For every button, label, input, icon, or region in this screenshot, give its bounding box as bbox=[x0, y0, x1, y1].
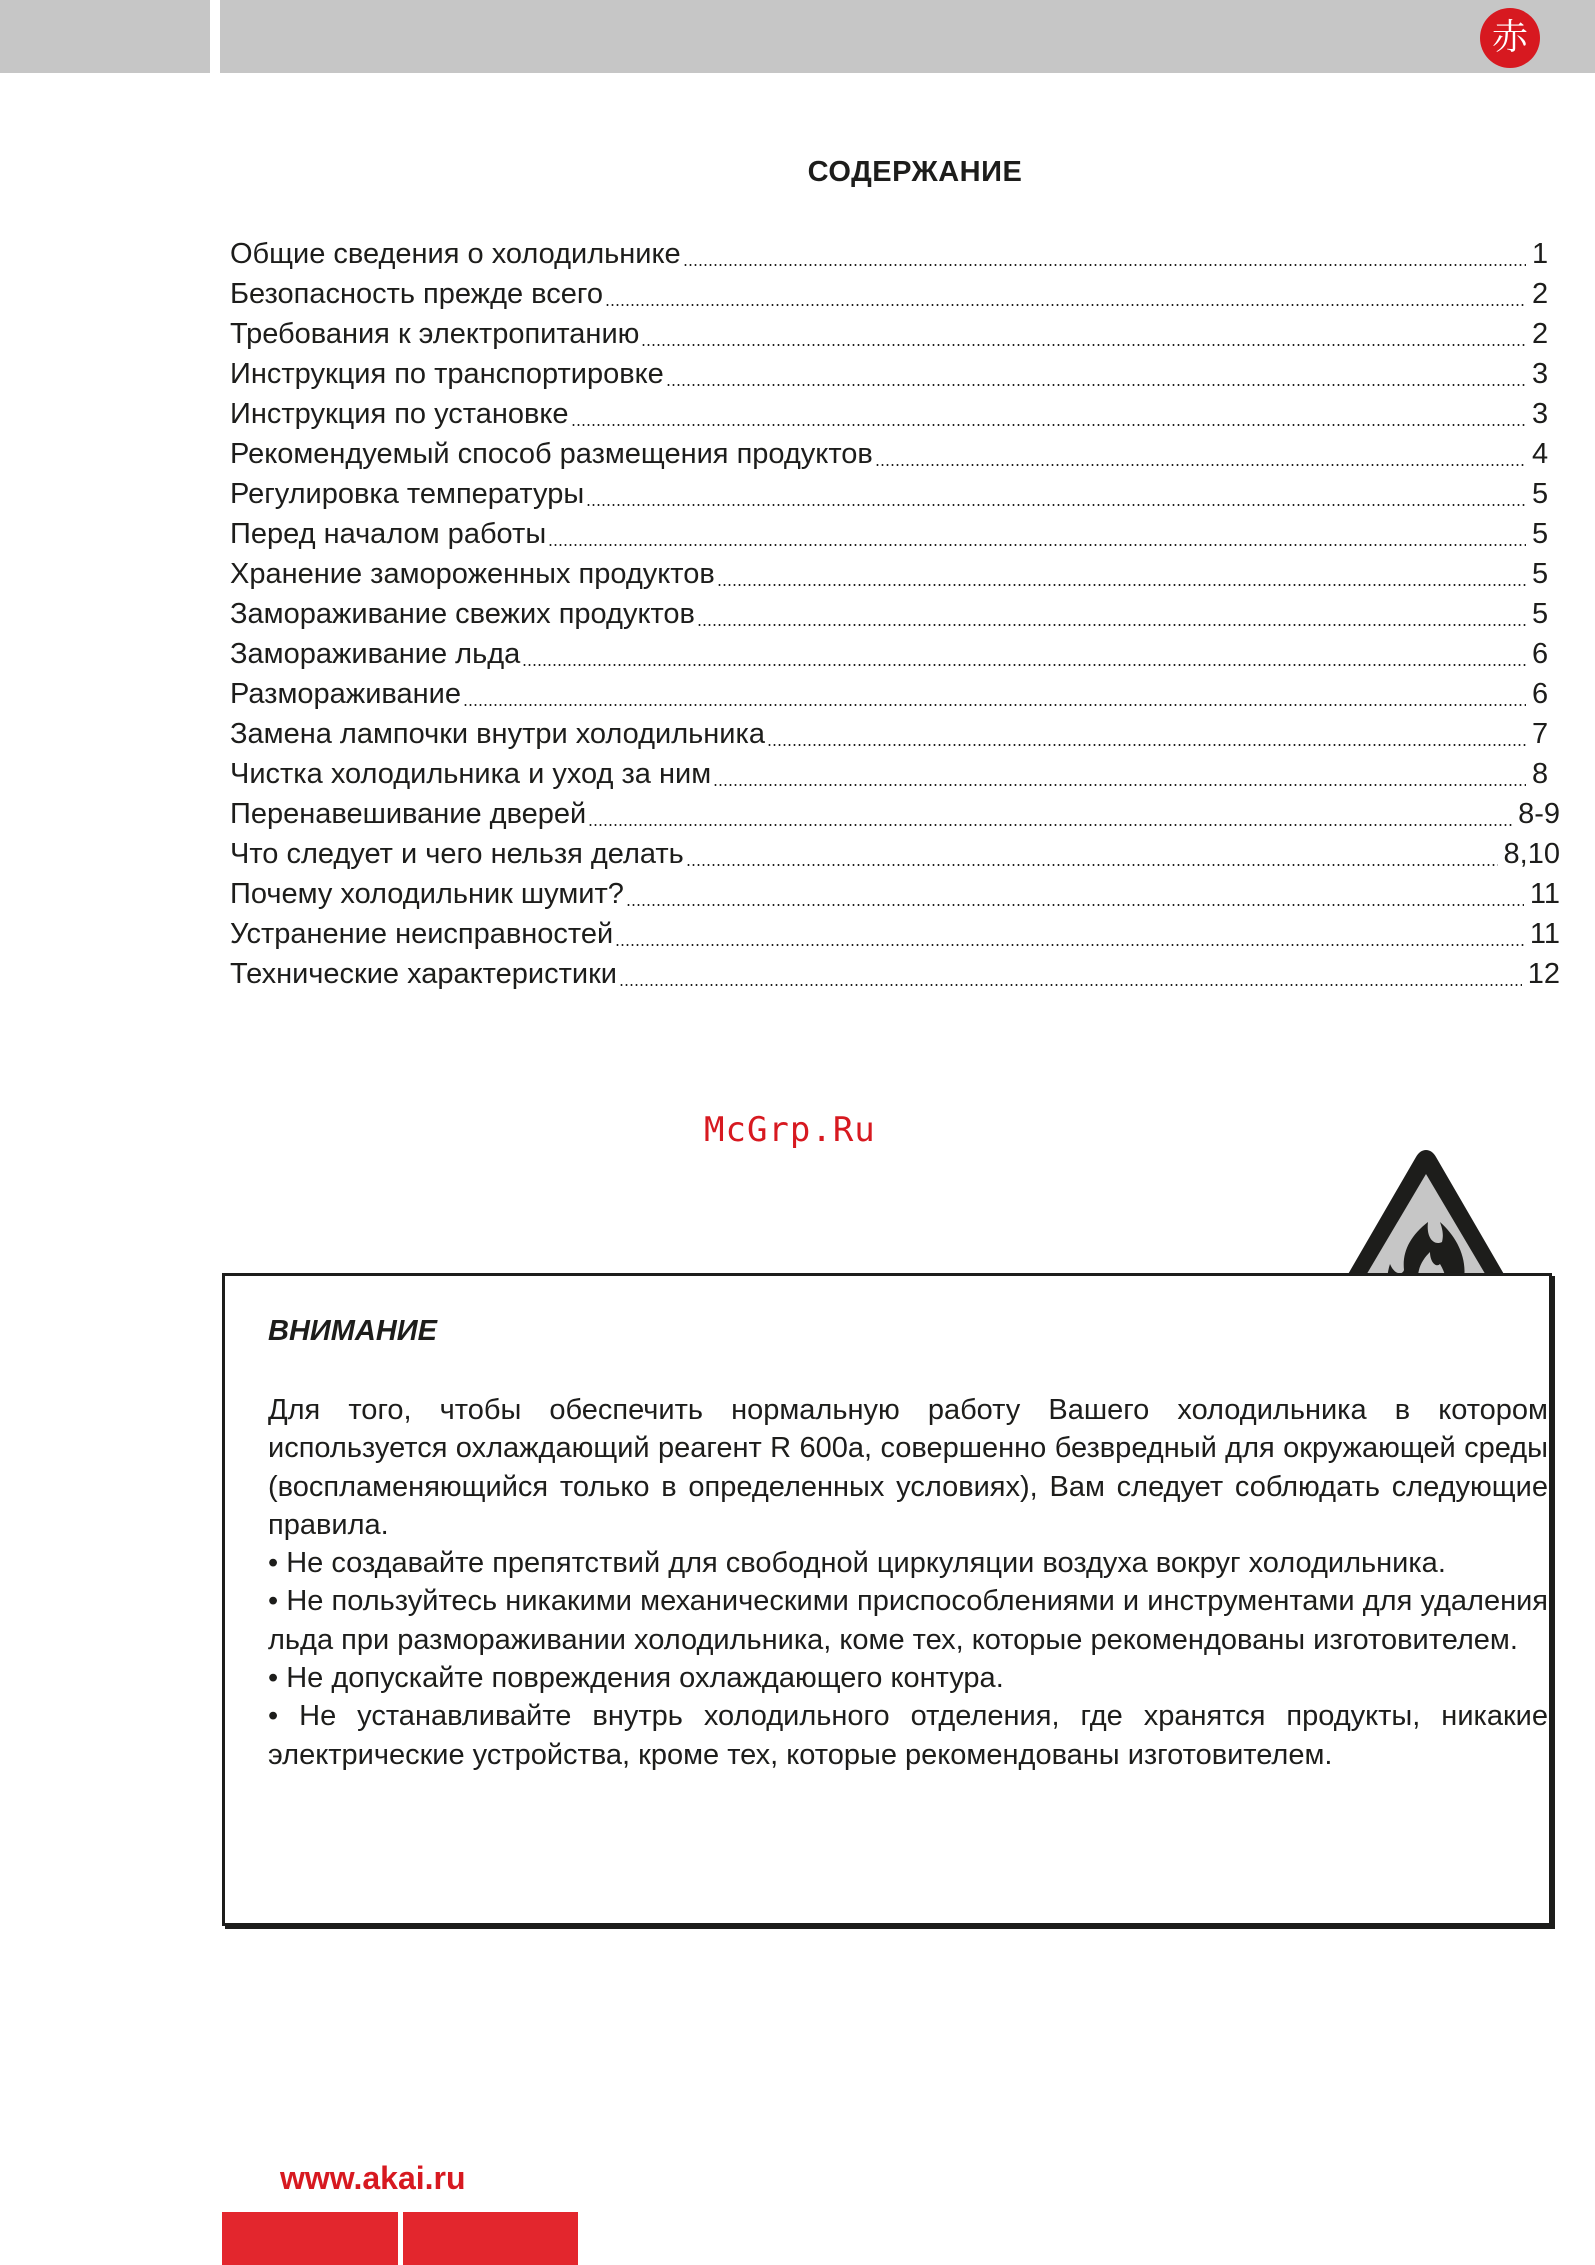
toc-item[interactable] bbox=[230, 474, 1560, 514]
toc-item[interactable] bbox=[230, 754, 1560, 794]
toc-item[interactable] bbox=[230, 794, 1560, 834]
toc-item-page: 5 bbox=[1532, 598, 1549, 630]
toc-item-page: 11 bbox=[1529, 918, 1560, 950]
warning-body bbox=[268, 1391, 1548, 1774]
toc-item-page: 7 bbox=[1532, 718, 1549, 750]
toc-item-text: Почему холодильник шумит? bbox=[230, 878, 624, 910]
toc-item-text: Регулировка температуры bbox=[230, 478, 585, 510]
toc-item[interactable] bbox=[230, 674, 1560, 714]
toc-item-text: Замораживание свежих продуктов bbox=[230, 598, 695, 630]
toc-list bbox=[230, 234, 1560, 994]
warning-title: ВНИМАНИЕ bbox=[268, 1315, 437, 1347]
toc-item-page: 11 bbox=[1529, 878, 1560, 910]
toc-item[interactable] bbox=[230, 274, 1560, 314]
toc-item-text: Безопасность прежде всего bbox=[230, 278, 603, 310]
toc-item[interactable] bbox=[230, 834, 1560, 874]
header-bar-right bbox=[220, 0, 1595, 73]
toc-item-page: 12 bbox=[1527, 958, 1560, 990]
toc-item-text: Рекомендуемый способ размещения продуктов bbox=[230, 438, 873, 470]
header-bar-left bbox=[0, 0, 210, 73]
warning-paragraph: • Не устанавливайте внутрь холодильного отделения, где хранятся продукты, никакие электрические устройства, кроме тех, которые рекомендованы изготовителем. bbox=[268, 1700, 1548, 1771]
toc-item[interactable] bbox=[230, 314, 1560, 354]
toc-item[interactable] bbox=[230, 234, 1560, 274]
toc-item-text: Чистка холодильника и уход за ним bbox=[230, 758, 712, 790]
toc-dot-leader bbox=[641, 344, 1526, 346]
brand-logo-icon: 赤 bbox=[1480, 8, 1540, 68]
toc-item[interactable] bbox=[230, 354, 1560, 394]
watermark: McGrp.Ru bbox=[704, 1110, 876, 1150]
toc-item-page: 2 bbox=[1532, 318, 1549, 350]
toc-item-page: 6 bbox=[1532, 638, 1549, 670]
toc-item-page: 4 bbox=[1532, 438, 1549, 470]
toc-item-text: Требования к электропитанию bbox=[230, 318, 640, 350]
toc-dot-leader bbox=[686, 864, 1498, 866]
warning-paragraph: • Не допускайте повреждения охлаждающего контура. bbox=[268, 1662, 1004, 1695]
toc-item[interactable] bbox=[230, 434, 1560, 474]
toc-item-page: 8,10 bbox=[1503, 838, 1560, 870]
toc-dot-leader bbox=[626, 904, 1524, 906]
toc-item-text: Замораживание льда bbox=[230, 638, 521, 670]
toc-item-text: Технические характеристики bbox=[230, 958, 617, 990]
toc-dot-leader bbox=[615, 944, 1524, 946]
toc-item-page: 5 bbox=[1532, 558, 1549, 590]
toc-dot-leader bbox=[586, 504, 1526, 506]
toc-dot-leader bbox=[767, 744, 1526, 746]
toc-dot-leader bbox=[713, 784, 1526, 786]
toc-item-page: 3 bbox=[1532, 398, 1549, 430]
toc-item-page: 5 bbox=[1532, 518, 1549, 550]
toc-item-page: 3 bbox=[1532, 358, 1549, 390]
toc-item-text: Размораживание bbox=[230, 678, 461, 710]
toc-item-text: Перед началом работы bbox=[230, 518, 547, 550]
toc-item-page: 8 bbox=[1532, 758, 1549, 790]
toc-item-text: Инструкция по транспортировке bbox=[230, 358, 664, 390]
toc-item-text: Инструкция по установке bbox=[230, 398, 569, 430]
toc-item[interactable] bbox=[230, 954, 1560, 994]
toc-dot-leader bbox=[683, 264, 1526, 266]
toc-dot-leader bbox=[717, 584, 1526, 586]
warning-paragraph: • Не пользуйтесь никакими механическими приспособлениями и инструментами для удаления льда при размораживании холодильника, коме тех, которые рекомендованы изготовителем. bbox=[268, 1585, 1548, 1656]
toc-item[interactable] bbox=[230, 514, 1560, 554]
toc-item[interactable] bbox=[230, 874, 1560, 914]
toc-item-text: Что следует и чего нельзя делать bbox=[230, 838, 684, 870]
warning-paragraph: Для того, чтобы обеспечить нормальную работу Вашего холодильника в котором используется охлаждающий реагент R 600а, совершенно безвредный для окружающей среды (воспламеняющийся только в определенных условиях), Вам следует соблюдать следующие правила. bbox=[268, 1394, 1548, 1541]
toc-dot-leader bbox=[605, 304, 1526, 306]
toc-dot-leader bbox=[588, 824, 1512, 826]
toc-item[interactable] bbox=[230, 554, 1560, 594]
toc-dot-leader bbox=[522, 664, 1526, 666]
toc-item[interactable] bbox=[230, 594, 1560, 634]
toc-dot-leader bbox=[697, 624, 1526, 626]
toc-item[interactable] bbox=[230, 714, 1560, 754]
toc-dot-leader bbox=[571, 424, 1526, 426]
toc-dot-leader bbox=[463, 704, 1526, 706]
toc-item-text: Устранение неисправностей bbox=[230, 918, 614, 950]
toc-item[interactable] bbox=[230, 634, 1560, 674]
toc-item-page: 5 bbox=[1532, 478, 1549, 510]
website-link[interactable]: www.akai.ru bbox=[280, 2160, 466, 2196]
toc-item-page: 8-9 bbox=[1518, 798, 1560, 830]
footer-bar-left bbox=[222, 2212, 398, 2265]
toc-dot-leader bbox=[619, 984, 1522, 986]
toc-title: СОДЕРЖАНИЕ bbox=[807, 156, 1023, 188]
toc-item-page: 6 bbox=[1532, 678, 1549, 710]
toc-item-text: Общие сведения о холодильнике bbox=[230, 238, 681, 270]
toc-dot-leader bbox=[875, 464, 1526, 466]
toc-item-page: 1 bbox=[1532, 238, 1549, 270]
footer-bar-right bbox=[403, 2212, 578, 2265]
toc-item-page: 2 bbox=[1532, 278, 1549, 310]
toc-item-text: Перенавешивание дверей bbox=[230, 798, 587, 830]
toc-item-text: Замена лампочки внутри холодильника bbox=[230, 718, 765, 750]
toc-item-text: Хранение замороженных продуктов bbox=[230, 558, 715, 590]
toc-item[interactable] bbox=[230, 394, 1560, 434]
toc-dot-leader bbox=[548, 544, 1526, 546]
toc-item[interactable] bbox=[230, 914, 1560, 954]
warning-paragraph: • Не создавайте препятствий для свободной циркуляции воздуха вокруг холодильника. bbox=[268, 1547, 1446, 1580]
toc-dot-leader bbox=[666, 384, 1526, 386]
